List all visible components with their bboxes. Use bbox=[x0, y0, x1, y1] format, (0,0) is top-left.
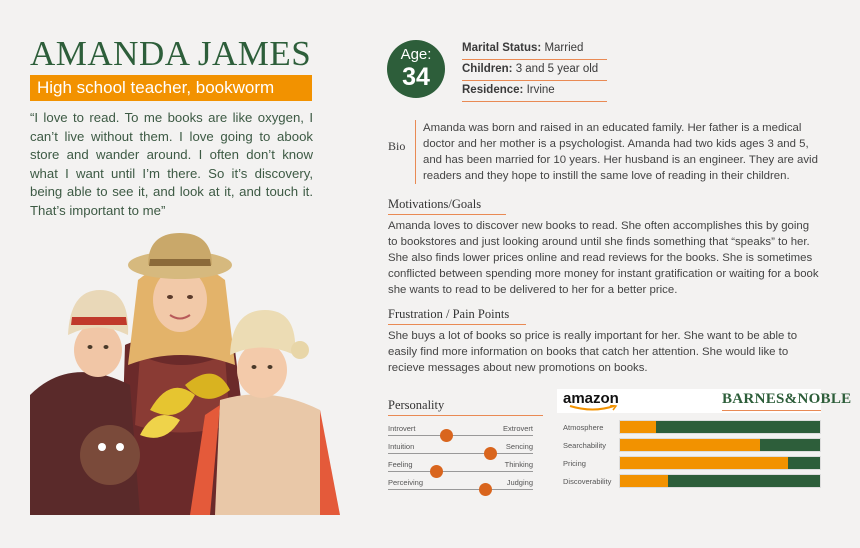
motivations-section bbox=[388, 195, 821, 298]
brand-divider bbox=[722, 410, 821, 411]
bio-label: Bio bbox=[388, 139, 406, 153]
age-value: 34 bbox=[402, 63, 430, 91]
motivations-text: Amanda loves to discover new books to read. She often accomplishes this by going to bookstores and just looking around until she finds something that “speaks” to her. She also finds lower prices online and read reviews for the books. She is sometimes conflicted between spending more money for instant gratification or waiting for a book she wants to read to be delivered to her for a better price. bbox=[388, 220, 819, 296]
fact-marital-status: Marital Status: Married bbox=[462, 40, 607, 60]
amazon-share-fill bbox=[620, 421, 656, 433]
comparison-row-discoverability: Discoverability bbox=[563, 474, 821, 490]
comparison-row-searchability: Searchability bbox=[563, 438, 821, 454]
comparison-bar bbox=[619, 420, 821, 434]
amazon-share-fill bbox=[620, 439, 760, 451]
frustrations-heading: Frustration / Pain Points bbox=[388, 307, 526, 325]
comparison-bar bbox=[619, 456, 821, 470]
frustrations-text: She buys a lot of books so price is really important for her. She want to be able to easily find more information on books that catch her attention. She would like to recieve messages about new promotions on books. bbox=[388, 330, 798, 374]
comparison-bar bbox=[619, 474, 821, 488]
persona-tagline: High school teacher, bookworm bbox=[30, 75, 312, 101]
persona-name: AMANDA JAMES bbox=[30, 34, 312, 73]
motivations-heading: Motivations/Goals bbox=[388, 197, 506, 215]
bio-text: Amanda was born and raised in an educated family. Her father is a medical doctor and her mother is a psychologist. Amanda had two kids ages 3 and 5, and has been married for 10 years. Her husband is an engineer. They are avid readers and they hope to instill the same love of reading in their children. bbox=[415, 120, 821, 184]
personality-slider-feeling-thinking: Feeling Thinking bbox=[388, 460, 533, 476]
comparison-row-pricing: Pricing bbox=[563, 456, 821, 472]
personality-slider-intuition-sencing: Intuition Sencing bbox=[388, 442, 533, 458]
personality-slider-perceiving-judging: Perceiving Judging bbox=[388, 478, 533, 494]
comparison-bar bbox=[619, 438, 821, 452]
slider-knob bbox=[484, 447, 497, 460]
personality-slider-introvert-extrovert: Introvert Extrovert bbox=[388, 424, 533, 440]
fact-residence: Residence: Irvine bbox=[462, 82, 607, 102]
slider-knob bbox=[430, 465, 443, 478]
age-label: Age: bbox=[400, 46, 432, 63]
persona-quote: “I love to read. To me books are like oxygen, I can’t live without them. I love going to abook store and wander around. I often don’t know what I want until I’m there. So it’s discovery, being able to see it, and look at it, and touch it. That’s important to me” bbox=[30, 110, 313, 218]
frustrations-section bbox=[388, 305, 821, 376]
amazon-logo: amazon bbox=[563, 390, 619, 407]
family-photo bbox=[30, 225, 342, 515]
amazon-smile-icon bbox=[568, 405, 618, 411]
barnes-noble-logo: BARNES&NOBLE bbox=[722, 391, 852, 407]
amazon-share-fill bbox=[620, 475, 668, 487]
personality-heading: Personality bbox=[388, 398, 543, 416]
slider-knob bbox=[479, 483, 492, 496]
amazon-share-fill bbox=[620, 457, 788, 469]
facts-list bbox=[462, 40, 607, 103]
slider-knob bbox=[440, 429, 453, 442]
comparison-row-atmosphere: Atmosphere bbox=[563, 420, 821, 436]
age-badge bbox=[387, 40, 445, 98]
fact-children: Children: 3 and 5 year old bbox=[462, 61, 607, 81]
